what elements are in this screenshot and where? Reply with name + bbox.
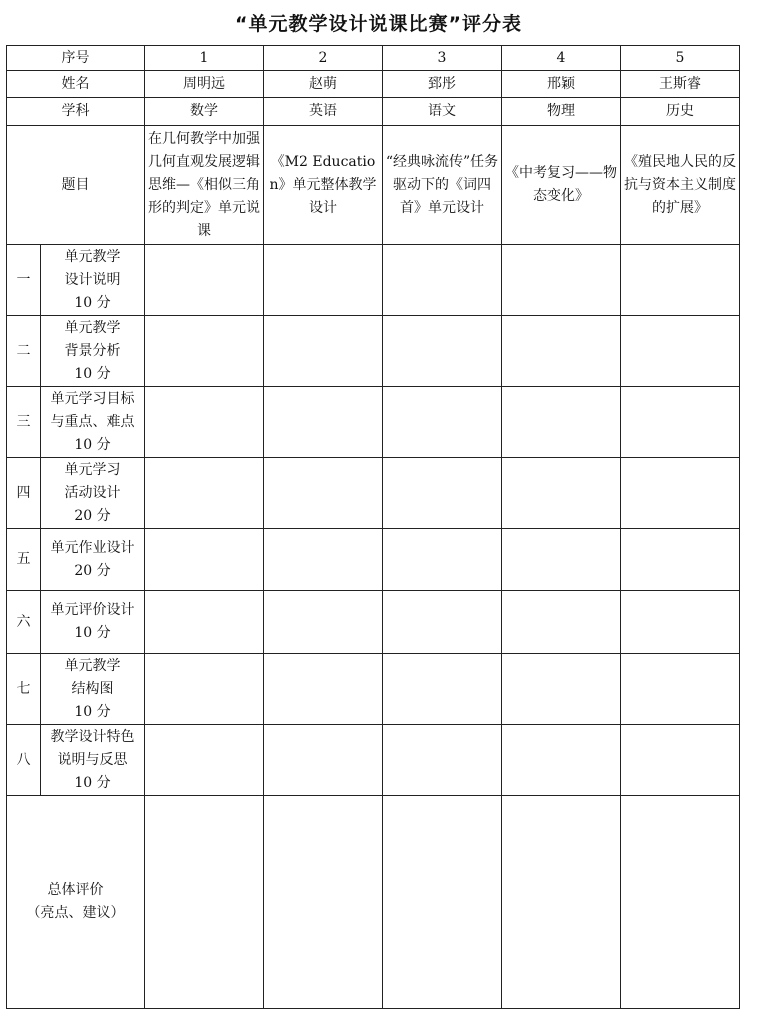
criterion-label <box>41 245 145 316</box>
criterion-line: 结构图 <box>71 680 114 697</box>
criterion-line: 与重点、难点 <box>50 413 135 430</box>
score-cell[interactable] <box>383 529 502 591</box>
score-cell[interactable] <box>383 387 502 458</box>
criterion-line: 教学设计特色 <box>50 728 135 745</box>
score-cell[interactable] <box>502 458 621 529</box>
criterion-points: 10 分 <box>74 365 111 382</box>
subject-cell-2: 英语 <box>264 98 383 126</box>
topic-cell-3: “经典咏流传”任务驱动下的《词四首》单元设计 <box>383 126 502 245</box>
criterion-number: 六 <box>7 591 41 654</box>
topic-cell-1: 在几何教学中加强几何直观发展逻辑思维—《相似三角形的判定》单元说课 <box>145 126 264 245</box>
criterion-number: 四 <box>7 458 41 529</box>
overall-line: （亮点、建议） <box>26 905 125 921</box>
criterion-line: 活动设计 <box>64 484 121 501</box>
overall-row <box>7 796 740 1009</box>
criterion-line: 单元学习目标 <box>50 390 135 407</box>
score-cell[interactable] <box>502 591 621 654</box>
subject-row <box>7 98 740 126</box>
criterion-label <box>41 529 145 591</box>
criterion-points: 20 分 <box>74 507 111 524</box>
score-cell[interactable] <box>502 529 621 591</box>
criterion-label <box>41 387 145 458</box>
criterion-row <box>7 725 740 796</box>
criterion-label <box>41 654 145 725</box>
score-cell[interactable] <box>383 654 502 725</box>
score-cell[interactable] <box>502 245 621 316</box>
topic-cell-4: 《中考复习——物态变化》 <box>502 126 621 245</box>
overall-cell[interactable] <box>264 796 383 1009</box>
score-cell[interactable] <box>145 245 264 316</box>
score-cell[interactable] <box>264 591 383 654</box>
criterion-line: 单元评价设计 <box>50 602 135 618</box>
score-cell[interactable] <box>264 654 383 725</box>
subject-cell-5: 历史 <box>621 98 740 126</box>
criterion-line: 设计说明 <box>64 271 121 288</box>
score-cell[interactable] <box>264 725 383 796</box>
overall-label <box>7 796 145 1009</box>
criterion-line: 单元教学 <box>64 657 121 674</box>
criterion-number: 八 <box>7 725 41 796</box>
score-cell[interactable] <box>502 654 621 725</box>
name-cell-2: 赵萌 <box>264 71 383 98</box>
criterion-points: 10 分 <box>74 436 111 453</box>
topic-cell-2: 《M2 Education》单元整体教学设计 <box>264 126 383 245</box>
criterion-line: 单元作业设计 <box>50 539 135 556</box>
score-cell[interactable] <box>145 654 264 725</box>
seq-cell-3: 3 <box>383 46 502 71</box>
criterion-row <box>7 458 740 529</box>
criterion-label <box>41 316 145 387</box>
score-cell[interactable] <box>621 458 740 529</box>
overall-cell[interactable] <box>502 796 621 1009</box>
name-label: 姓名 <box>7 71 145 98</box>
score-cell[interactable] <box>383 458 502 529</box>
score-cell[interactable] <box>621 245 740 316</box>
criterion-number: 二 <box>7 316 41 387</box>
criterion-points: 10 分 <box>74 294 111 311</box>
criterion-number: 五 <box>7 529 41 591</box>
score-cell[interactable] <box>383 245 502 316</box>
score-cell[interactable] <box>383 316 502 387</box>
seq-cell-1: 1 <box>145 46 264 71</box>
criterion-label <box>41 725 145 796</box>
name-cell-1: 周明远 <box>145 71 264 98</box>
score-cell[interactable] <box>145 591 264 654</box>
criterion-points: 10 分 <box>74 774 111 791</box>
score-cell[interactable] <box>145 316 264 387</box>
score-cell[interactable] <box>383 591 502 654</box>
overall-cell[interactable] <box>621 796 740 1009</box>
score-cell[interactable] <box>502 316 621 387</box>
score-cell[interactable] <box>383 725 502 796</box>
topic-label: 题目 <box>7 126 145 245</box>
topic-cell-5: 《殖民地人民的反抗与资本主义制度的扩展》 <box>621 126 740 245</box>
criterion-line: 背景分析 <box>64 342 121 359</box>
score-cell[interactable] <box>502 387 621 458</box>
criterion-points: 20 分 <box>74 562 111 579</box>
score-cell[interactable] <box>264 529 383 591</box>
score-cell[interactable] <box>621 316 740 387</box>
criterion-points: 10 分 <box>74 703 111 720</box>
topic-row <box>7 126 740 245</box>
criterion-label <box>41 458 145 529</box>
name-row <box>7 71 740 98</box>
criterion-number: 一 <box>7 245 41 316</box>
score-cell[interactable] <box>621 725 740 796</box>
score-cell[interactable] <box>264 245 383 316</box>
score-cell[interactable] <box>621 591 740 654</box>
criterion-row <box>7 529 740 591</box>
seq-cell-5: 5 <box>621 46 740 71</box>
page-title: “单元教学设计说课比赛”评分表 <box>235 13 522 35</box>
score-table <box>6 45 740 1009</box>
overall-line: 总体评价 <box>47 882 104 898</box>
criterion-row <box>7 654 740 725</box>
score-cell[interactable] <box>621 529 740 591</box>
criterion-line: 单元学习 <box>64 461 121 478</box>
criterion-line: 单元教学 <box>64 248 121 265</box>
subject-cell-3: 语文 <box>383 98 502 126</box>
score-cell[interactable] <box>145 529 264 591</box>
criterion-label <box>41 591 145 654</box>
criterion-line: 说明与反思 <box>57 751 128 768</box>
score-cell[interactable] <box>264 316 383 387</box>
criterion-row <box>7 245 740 316</box>
criterion-row <box>7 387 740 458</box>
score-cell[interactable] <box>621 654 740 725</box>
criterion-number: 七 <box>7 654 41 725</box>
subject-label: 学科 <box>7 98 145 126</box>
seq-label: 序号 <box>7 46 145 71</box>
criterion-line: 单元教学 <box>64 319 121 336</box>
overall-cell[interactable] <box>383 796 502 1009</box>
criterion-row <box>7 316 740 387</box>
subject-cell-4: 物理 <box>502 98 621 126</box>
subject-cell-1: 数学 <box>145 98 264 126</box>
criterion-number: 三 <box>7 387 41 458</box>
seq-cell-4: 4 <box>502 46 621 71</box>
name-cell-5: 王斯睿 <box>621 71 740 98</box>
seq-cell-2: 2 <box>264 46 383 71</box>
score-cell[interactable] <box>145 387 264 458</box>
overall-cell[interactable] <box>145 796 264 1009</box>
score-cell[interactable] <box>502 725 621 796</box>
score-cell[interactable] <box>264 458 383 529</box>
seq-row <box>7 46 740 71</box>
criterion-row <box>7 591 740 654</box>
score-cell[interactable] <box>621 387 740 458</box>
score-cell[interactable] <box>264 387 383 458</box>
name-cell-4: 邢颖 <box>502 71 621 98</box>
criterion-points: 10 分 <box>74 625 111 641</box>
name-cell-3: 郅彤 <box>383 71 502 98</box>
score-cell[interactable] <box>145 458 264 529</box>
score-cell[interactable] <box>145 725 264 796</box>
